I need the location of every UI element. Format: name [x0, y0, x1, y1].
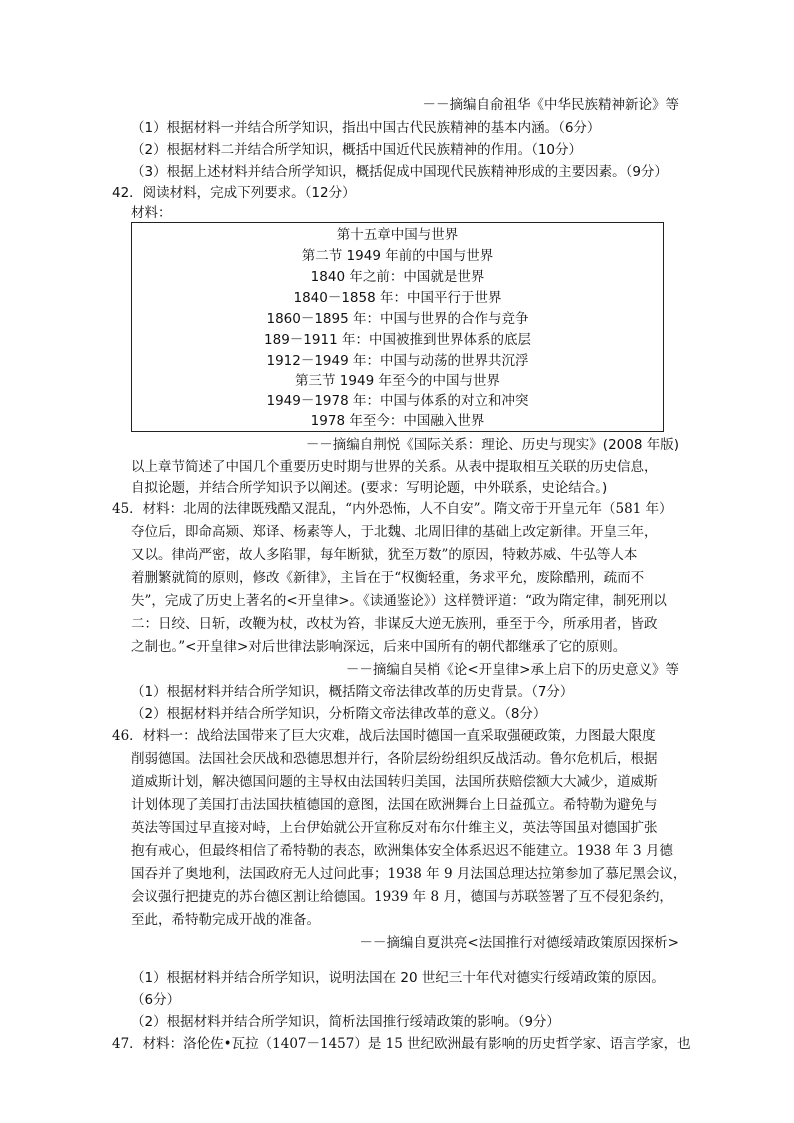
q42-table-line: 1949－1978 年：中国与体系的对立和冲突 — [266, 393, 529, 409]
q41-sub3: （3）根据上述材料并结合所学知识，概括促成中国现代民族精神形成的主要因素。（9分） — [131, 164, 668, 180]
q46-material-line: 46．材料一：战给法国带来了巨大灾难，战后法国时德国一直采取强硬政策，力图最大限度 — [112, 728, 656, 744]
q42-table-line: 1840－1858 年：中国平行于世界 — [293, 290, 502, 306]
q41-sub1: （1）根据材料一并结合所学知识，指出中国古代民族精神的基本内涵。（6分） — [131, 120, 601, 136]
q41-source: －－摘编自俞祖华《中华民族精神新论》等 — [422, 97, 679, 113]
q45-material-line: 之制也。”<开皇律>对后世律法影响深远，后来中国所有的朝代都继承了它的原则。 — [131, 639, 627, 655]
q42-table-line: 1978 年至今：中国融入世界 — [310, 413, 485, 429]
q46-sub2: （2）根据材料并结合所学知识，简析法国推行绥靖政策的影响。（9分） — [131, 1014, 560, 1030]
q42-text: 自拟论题，并结合所学知识予以阐述。(要求：写明论题，中外联系，史论结合。) — [131, 480, 608, 496]
q45-sub2: （2）根据材料并结合所学知识，分析隋文帝法律改革的意义。（8分） — [131, 706, 547, 722]
q42-table-line: 1860－1895 年：中国与世界的合作与竞争 — [266, 311, 529, 327]
q45-material-line: 失”，完成了历史上著名的<开皇律>。《读通鉴论》）这样赞评道：“政为隋定律，制死刑以 — [131, 593, 667, 609]
q45-material-line: 着删繁就简的原则，修改《新律》，主旨在于“权衡轻重，务求平允，废除酷刑，疏而不 — [131, 570, 645, 586]
q46-material-line: 英法等国过早直接对峙，上台伊始就公开宣称反对布尔什维主义，英法等国虽对德国扩张 — [131, 820, 658, 836]
q46-material-line: 会议强行把捷克的苏台德区割让给德国。1939 年 8 月，德国与苏联签署了互不侵犯条约， — [131, 889, 673, 905]
q47-material-line: 47．材料：洛伦佐•瓦拉（1407－1457）是 15 世纪欧洲最有影响的历史哲学家、语言学家，也 — [112, 1036, 691, 1052]
q46-material-line: 至此，希特勒完成开战的准备。 — [131, 912, 320, 928]
q46-material-line: 削弱德国。法国社会厌战和恐德思想并行，各阶层纷纷组织反战活动。鲁尔危机后，根据 — [131, 751, 658, 767]
q42-table-line: 第十五章中国与世界 — [336, 227, 459, 243]
q42-text: 以上章节简述了中国几个重要历史时期与世界的关系。从表中提取相互关联的历史信息， — [131, 459, 658, 475]
q42-source: －－摘编自荆悦《国际关系：理论、历史与现实》(2008 年版) — [305, 437, 679, 453]
q42-material-label: 材料： — [131, 205, 172, 221]
q42-table-line: 第二节 1949 年前的中国与世界 — [301, 248, 494, 264]
q42-heading: 42．阅读材料，完成下列要求。（12分） — [112, 185, 356, 201]
q46-material-line: 国吞并了奥地利，法国政府无人过问此事；1938 年 9 月法国总理达拉第参加了慕尼黑会议， — [131, 866, 687, 882]
q45-source: －－摘编自吴梢《论<开皇律>承上启下的历史意义》等 — [345, 662, 679, 678]
q45-material-line: 又以。律尚严密，故人多陷罪，每年断狱，犹至万数”的原因，特敕苏威、牛弘等人本 — [131, 547, 638, 563]
q42-table-line: 1840 年之前：中国就是世界 — [310, 269, 485, 285]
q45-material-line: 夺位后，即命高颎、郑译、杨素等人，于北魏、北周旧律的基础上改定新律。开皇三年， — [131, 524, 658, 540]
q41-sub2: （2）根据材料二并结合所学知识，概括中国近代民族精神的作用。（10分） — [131, 142, 583, 158]
q46-material-line: 抱有戒心，但最终相信了希特勒的表态，欧洲集体安全体系迟迟不能建立。1938 年 3 月德 — [131, 843, 673, 859]
q42-table-line: 第三节 1949 年至今的中国与世界 — [295, 373, 500, 389]
q45-material-line: 二：日绞、日斩，改鞭为杖，改杖为笞，非谋反大逆无族刑，垂至于今，所承用者，皆政 — [131, 616, 658, 632]
q42-table-line: 189－1911 年：中国被推到世界体系的底层 — [264, 332, 531, 348]
q46-sub1-score: （6分） — [131, 992, 181, 1008]
q45-material-line: 45．材料：北周的法律既残酷又混乱，“内外恐怖，人不自安”。隋文帝于开皇元年（581 年） — [112, 501, 673, 517]
q46-material-line: 计划体现了美国打击法国扶植德国的意图，法国在欧洲舞台上日益孤立。希特勒为避免与 — [131, 797, 658, 813]
q45-sub1: （1）根据材料并结合所学知识，概括隋文帝法律改革的历史背景。（7分） — [131, 684, 574, 700]
q46-source: －－摘编自夏洪亮<法国推行对德绥靖政策原因探析> — [359, 935, 679, 951]
q42-table-line: 1912－1949 年：中国与动荡的世界共沉浮 — [266, 353, 529, 369]
q46-material-line: 道威斯计划，解决德国问题的主导权由法国转归美国，法国所获赔偿额大大减少，道威斯 — [131, 774, 658, 790]
q46-sub1: （1）根据材料并结合所学知识，说明法国在 20 世纪三十年代对德实行绥靖政策的原因。 — [131, 970, 665, 986]
